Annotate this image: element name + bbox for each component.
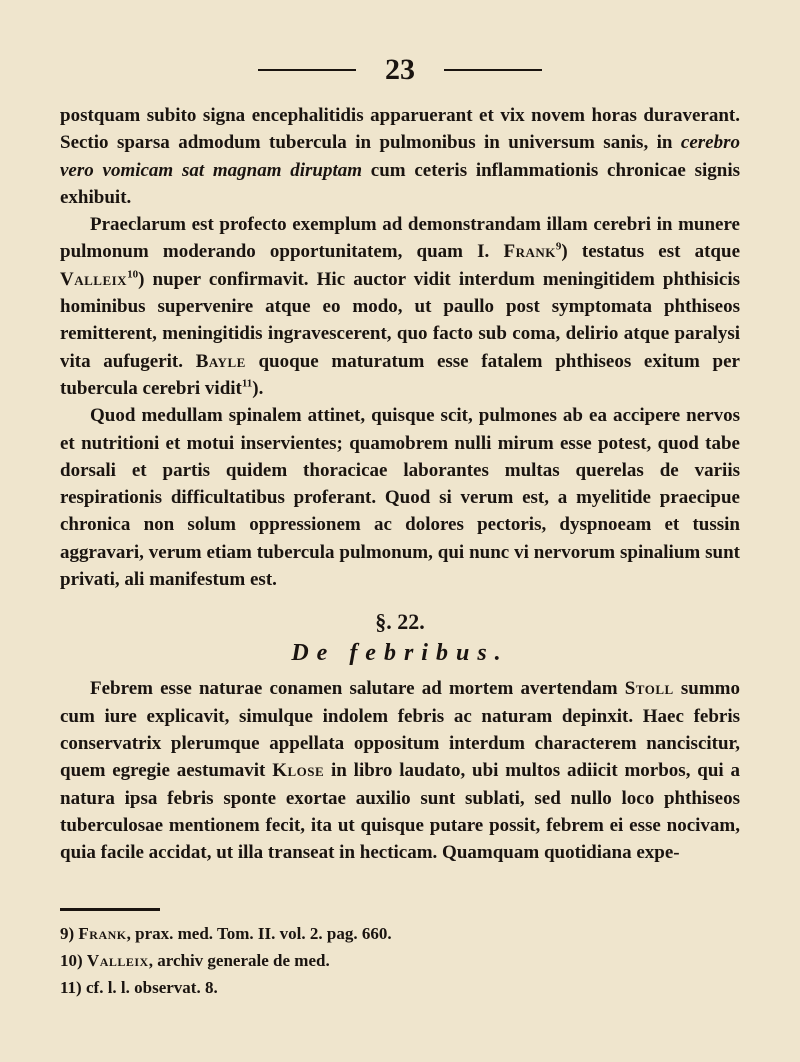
text-run: cum ceteris inflammationis chronicae signis exhibuit. bbox=[60, 159, 740, 208]
text-run: in libro laudato, ubi multos adiicit morbos, qui a natura ipsa febris sponte exortae auxilio sunt sublati, sed nullo loco phthiseos tuberculosae mentionem fecit, ita ut quisque putare possit, febrem ei esse nocivam, quia facile accidat, ut illa transeat in hecticam. Quamquam quotidiana expe- bbox=[60, 760, 741, 864]
author-name: Klose bbox=[272, 760, 325, 782]
footnote-text: cf. l. l. observat. 8. bbox=[85, 978, 218, 997]
footnote-rule bbox=[60, 908, 160, 911]
text-run: Febrem esse naturae conamen salutare ad mortem avertendam bbox=[90, 678, 625, 700]
text-run: ) testatus est atque bbox=[561, 241, 741, 263]
page-header bbox=[0, 52, 800, 92]
footnote-9 bbox=[60, 920, 740, 947]
paragraph-2 bbox=[60, 211, 740, 402]
footnote-11 bbox=[60, 974, 740, 1001]
author-name: Frank bbox=[78, 924, 127, 943]
footnote-10 bbox=[60, 947, 740, 974]
footnote-number: 9) bbox=[60, 924, 75, 943]
author-name: Stoll bbox=[624, 678, 674, 700]
footnotes bbox=[60, 920, 740, 1001]
text-run: ). bbox=[252, 377, 264, 399]
text-run: ) nuper confirmavit. Hic auctor vidit interdum meningitidem phthisicis hominibus supervenire atque eo modo, ut paullo post symptomata phthiseos remitterent, meningitidis ingravescerent, quo facto sub coma, delirio atque paralysi vita aufugerit. bbox=[60, 268, 740, 372]
section-number: §. 22. bbox=[375, 609, 425, 635]
author-name: Bayle bbox=[195, 350, 246, 372]
author-name: Valleix bbox=[86, 951, 149, 970]
author-name: Frank bbox=[503, 241, 556, 263]
footnote-ref: 9 bbox=[555, 241, 562, 254]
body-text bbox=[60, 102, 740, 866]
footnote-ref: 10 bbox=[127, 268, 139, 281]
header-rule-left bbox=[258, 69, 356, 71]
page-number: 23 bbox=[385, 53, 415, 86]
author-name: Valleix bbox=[60, 268, 128, 290]
footnote-number: 11) bbox=[60, 978, 82, 997]
paragraph-1 bbox=[60, 102, 740, 211]
footnote-text: , archiv generale de med. bbox=[148, 951, 330, 970]
footnote-ref: 11 bbox=[241, 377, 253, 390]
text-run: Praeclarum est profecto exemplum ad demonstrandam illam cerebri in munere pulmonum moderando opportunitatem, quam I. bbox=[60, 214, 740, 263]
text-run: postquam subito signa encephalitidis apparuerant et vix novem horas duraverant. Sectio sparsa admodum tubercula in pulmonibus in universum sanis, in bbox=[60, 105, 740, 154]
paragraph-4 bbox=[60, 675, 740, 866]
paragraph-3: Quod medullam spinalem attinet, quisque scit, pulmones ab ea accipere nervos et nutritioni et motui inservientes; quamobrem nulli mirum esse potest, quod tabe dorsali et partis quidem thoracicae laborantes multas querelas de variis respirationis difficultatibus proferant. Quod si verum est, a myelitide praecipue chronica non solum oppressionem ac dolores pectoris, dyspnoeam et tussin aggravari, verum etiam tubercula pulmonum, qui nunc vi nervorum spinalium sunt privati, ali manifestum est. bbox=[60, 405, 740, 591]
text-run: quoque maturatum esse fatalem phthiseos exitum per tubercula cerebri vidit bbox=[60, 350, 740, 399]
emphasis: cerebro vero vomicam sat magnam diruptam bbox=[60, 132, 740, 181]
footnote-number: 10) bbox=[60, 951, 83, 970]
header-rule-right bbox=[444, 69, 542, 71]
section-title: De febribus. bbox=[291, 640, 509, 667]
footnote-text: , prax. med. Tom. II. vol. 2. pag. 660. bbox=[126, 924, 392, 943]
text-run: summo cum iure explicavit, simulque indolem febris ac naturam depinxit. Haec febris conservatrix plerumque appellata oppositum interdum characterem nanciscitur, quem egregie aestumavit bbox=[60, 678, 740, 782]
